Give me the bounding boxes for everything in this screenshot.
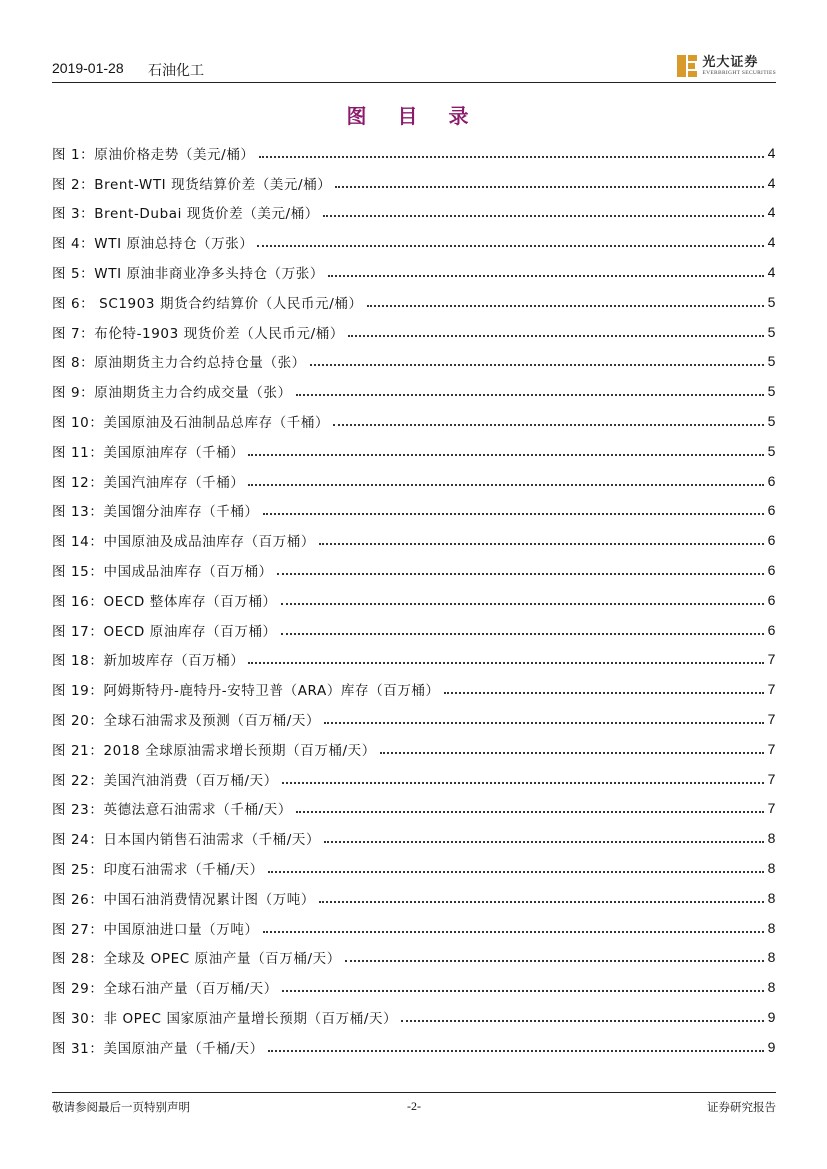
toc-entry[interactable]	[52, 317, 776, 347]
toc-entry[interactable]	[52, 496, 776, 526]
toc-title: 图 目 录	[346, 104, 481, 128]
toc-entry-page[interactable]: 4	[767, 234, 776, 251]
toc-entry-label[interactable]: 图 8：原油期货主力合约总持仓量（张）	[52, 355, 306, 372]
footer-page-number: -2-	[407, 1099, 421, 1113]
toc-entry-label[interactable]: 图 10：美国原油及石油制品总库存（千桶）	[52, 415, 330, 432]
toc-entry[interactable]	[52, 764, 776, 794]
toc-entry-page[interactable]: 7	[767, 681, 776, 698]
toc-entry-label[interactable]: 图 1：原油价格走势（美元/桶）	[52, 146, 255, 163]
page-footer	[52, 1092, 776, 1115]
everbright-logo-icon	[676, 54, 698, 78]
toc-entry-label[interactable]: 图 21：2018 全球原油需求增长预期（百万桶/天）	[52, 742, 376, 759]
toc-entry[interactable]	[52, 943, 776, 973]
toc-entry-page[interactable]: 7	[767, 711, 776, 728]
page-header	[52, 54, 776, 83]
toc-dot-leader	[282, 782, 764, 784]
toc-entry[interactable]	[52, 466, 776, 496]
toc-dot-leader	[282, 990, 764, 992]
toc-dot-leader	[348, 335, 764, 337]
toc-entry-page[interactable]: 5	[767, 383, 776, 400]
toc-dot-leader	[268, 1050, 764, 1052]
toc-entry-page[interactable]: 8	[767, 830, 776, 847]
toc-entry[interactable]	[52, 525, 776, 555]
toc-entry-page[interactable]: 7	[767, 740, 776, 757]
toc-dot-leader	[296, 394, 764, 396]
toc-entry[interactable]	[52, 376, 776, 406]
toc-entry-page[interactable]: 6	[767, 532, 776, 549]
toc-entry-label[interactable]: 图 11：美国原油库存（千桶）	[52, 444, 245, 461]
toc-entry[interactable]	[52, 168, 776, 198]
toc-dot-leader	[248, 662, 763, 664]
toc-dot-leader	[319, 543, 764, 545]
toc-dot-leader	[380, 752, 764, 754]
toc-dot-leader	[333, 424, 764, 426]
toc-dot-leader	[324, 841, 763, 843]
toc-entry-page[interactable]: 5	[767, 353, 776, 370]
toc-entry[interactable]	[52, 853, 776, 883]
toc-entry-page[interactable]: 5	[767, 413, 776, 430]
toc-entry-page[interactable]: 6	[767, 562, 776, 579]
toc-dot-leader	[367, 305, 764, 307]
toc-entry-label[interactable]: 图 18：新加坡库存（百万桶）	[52, 653, 245, 670]
toc-dot-leader	[324, 722, 763, 724]
toc-entry-page[interactable]: 5	[767, 442, 776, 459]
toc-entry[interactable]	[52, 585, 776, 615]
toc-entry-label[interactable]: 图 16：OECD 整体库存（百万桶）	[52, 593, 277, 610]
figure-list	[52, 138, 776, 1062]
toc-dot-leader	[281, 633, 764, 635]
toc-entry[interactable]	[52, 674, 776, 704]
company-logo	[676, 52, 776, 80]
toc-entry[interactable]	[52, 615, 776, 645]
toc-entry-page[interactable]: 8	[767, 919, 776, 936]
toc-dot-leader	[345, 960, 764, 962]
toc-entry-label[interactable]: 图 12：美国汽油库存（千桶）	[52, 474, 245, 491]
footer-disclaimer: 敬请参阅最后一页特别声明	[52, 1100, 190, 1114]
toc-entry-label[interactable]: 图 5：WTI 原油非商业净多头持仓（万张）	[52, 266, 324, 283]
toc-entry-page[interactable]: 7	[767, 800, 776, 817]
toc-entry-page[interactable]: 8	[767, 979, 776, 996]
toc-entry[interactable]	[52, 645, 776, 675]
toc-entry-label[interactable]: 图 4：WTI 原油总持仓（万张）	[52, 236, 254, 253]
toc-dot-leader	[328, 275, 764, 277]
report-date: 2019-01-28	[52, 60, 124, 76]
toc-entry-page[interactable]: 4	[767, 144, 776, 161]
toc-entry-label[interactable]: 图 19：阿姆斯特丹-鹿特丹-安特卫普（ARA）库存（百万桶）	[52, 683, 440, 700]
toc-entry[interactable]	[52, 794, 776, 824]
toc-entry[interactable]	[52, 1002, 776, 1032]
toc-entry[interactable]	[52, 823, 776, 853]
toc-dot-leader	[401, 1020, 763, 1022]
toc-entry[interactable]	[52, 704, 776, 734]
toc-entry[interactable]	[52, 406, 776, 436]
toc-entry-label[interactable]: 图 27：中国原油进口量（万吨）	[52, 921, 259, 938]
toc-entry-label[interactable]: 图 29：全球石油产量（百万桶/天）	[52, 981, 278, 998]
toc-entry[interactable]	[52, 555, 776, 585]
toc-dot-leader	[281, 603, 764, 605]
toc-entry-label[interactable]: 图 20：全球石油需求及预测（百万桶/天）	[52, 713, 321, 730]
toc-entry[interactable]	[52, 1032, 776, 1062]
toc-entry[interactable]	[52, 972, 776, 1002]
toc-dot-leader	[263, 931, 764, 933]
toc-entry-label[interactable]: 图 28：全球及 OPEC 原油产量（百万桶/天）	[52, 951, 341, 968]
toc-entry-label[interactable]: 图 9：原油期货主力合约成交量（张）	[52, 385, 292, 402]
toc-dot-leader	[323, 215, 764, 217]
toc-entry-page[interactable]: 4	[767, 174, 776, 191]
toc-entry-label[interactable]: 图 2：Brent-WTI 现货结算价差（美元/桶）	[52, 176, 332, 193]
toc-entry[interactable]	[52, 913, 776, 943]
toc-entry-label[interactable]: 图 3：Brent-Dubai 现货价差（美元/桶）	[52, 206, 319, 223]
toc-entry-label[interactable]: 图 25：印度石油需求（千桶/天）	[52, 862, 264, 879]
toc-dot-leader	[248, 454, 763, 456]
toc-entry-page[interactable]: 7	[767, 651, 776, 668]
toc-entry-page[interactable]: 8	[767, 949, 776, 966]
toc-entry[interactable]	[52, 734, 776, 764]
toc-entry[interactable]	[52, 436, 776, 466]
toc-entry-page[interactable]: 7	[767, 770, 776, 787]
toc-entry-label[interactable]: 图 30：非 OPEC 国家原油产量增长预期（百万桶/天）	[52, 1011, 398, 1027]
toc-dot-leader	[257, 245, 763, 247]
toc-entry-page[interactable]: 9	[767, 1038, 776, 1055]
toc-entry-page[interactable]: 8	[767, 860, 776, 877]
toc-entry[interactable]	[52, 227, 776, 257]
toc-dot-leader	[259, 156, 764, 158]
toc-entry-label[interactable]: 图 31：美国原油产量（千桶/天）	[52, 1040, 264, 1057]
toc-dot-leader	[268, 871, 764, 873]
toc-entry[interactable]	[52, 198, 776, 228]
toc-entry-page[interactable]: 9	[767, 1009, 776, 1025]
toc-entry-label[interactable]: 图 23：英德法意石油需求（千桶/天）	[52, 802, 292, 819]
toc-entry[interactable]	[52, 257, 776, 287]
toc-entry-label[interactable]: 图 7：布伦特-1903 现货价差（人民币元/桶）	[52, 325, 344, 342]
report-sector: 石油化工	[148, 63, 204, 79]
toc-entry-page[interactable]: 5	[767, 293, 776, 310]
toc-entry-page[interactable]: 4	[767, 264, 776, 281]
toc-dot-leader	[248, 484, 763, 486]
toc-entry-label[interactable]: 图 15：中国成品油库存（百万桶）	[52, 564, 273, 581]
toc-entry-label[interactable]: 图 26：中国石油消费情况累计图（万吨）	[52, 891, 315, 908]
toc-dot-leader	[319, 901, 764, 903]
toc-entry-page[interactable]: 4	[767, 204, 776, 221]
toc-entry-page[interactable]: 8	[767, 889, 776, 906]
toc-entry-label[interactable]: 图 17：OECD 原油库存（百万桶）	[52, 623, 277, 640]
toc-dot-leader	[335, 186, 763, 188]
toc-entry[interactable]	[52, 287, 776, 317]
toc-entry-page[interactable]: 6	[767, 502, 776, 519]
toc-dot-leader	[310, 364, 764, 366]
toc-dot-leader	[263, 513, 764, 515]
toc-entry-label[interactable]: 图 24：日本国内销售石油需求（千桶/天）	[52, 832, 321, 849]
toc-entry[interactable]	[52, 138, 776, 168]
logo-english-name: EVERBRIGHT SECURITIES	[702, 69, 776, 76]
toc-dot-leader	[296, 811, 764, 813]
toc-entry-page[interactable]: 6	[767, 591, 776, 608]
toc-entry[interactable]	[52, 883, 776, 913]
toc-entry-label[interactable]: 图 22：美国汽油消费（百万桶/天）	[52, 772, 278, 789]
logo-chinese-name: 光大证券	[702, 54, 759, 70]
toc-entry-label[interactable]: 图 6： SC1903 期货合约结算价（人民币元/桶）	[52, 295, 363, 312]
footer-report-type: 证券研究报告	[707, 1100, 776, 1114]
toc-entry-page[interactable]: 6	[767, 621, 776, 638]
toc-entry-page[interactable]: 5	[767, 323, 776, 340]
toc-dot-leader	[444, 692, 764, 694]
toc-entry-label[interactable]: 图 13：美国馏分油库存（千桶）	[52, 504, 259, 521]
toc-entry-label[interactable]: 图 14：中国原油及成品油库存（百万桶）	[52, 534, 315, 551]
toc-entry-page[interactable]: 6	[767, 472, 776, 489]
toc-entry[interactable]	[52, 347, 776, 377]
toc-dot-leader	[277, 573, 764, 575]
